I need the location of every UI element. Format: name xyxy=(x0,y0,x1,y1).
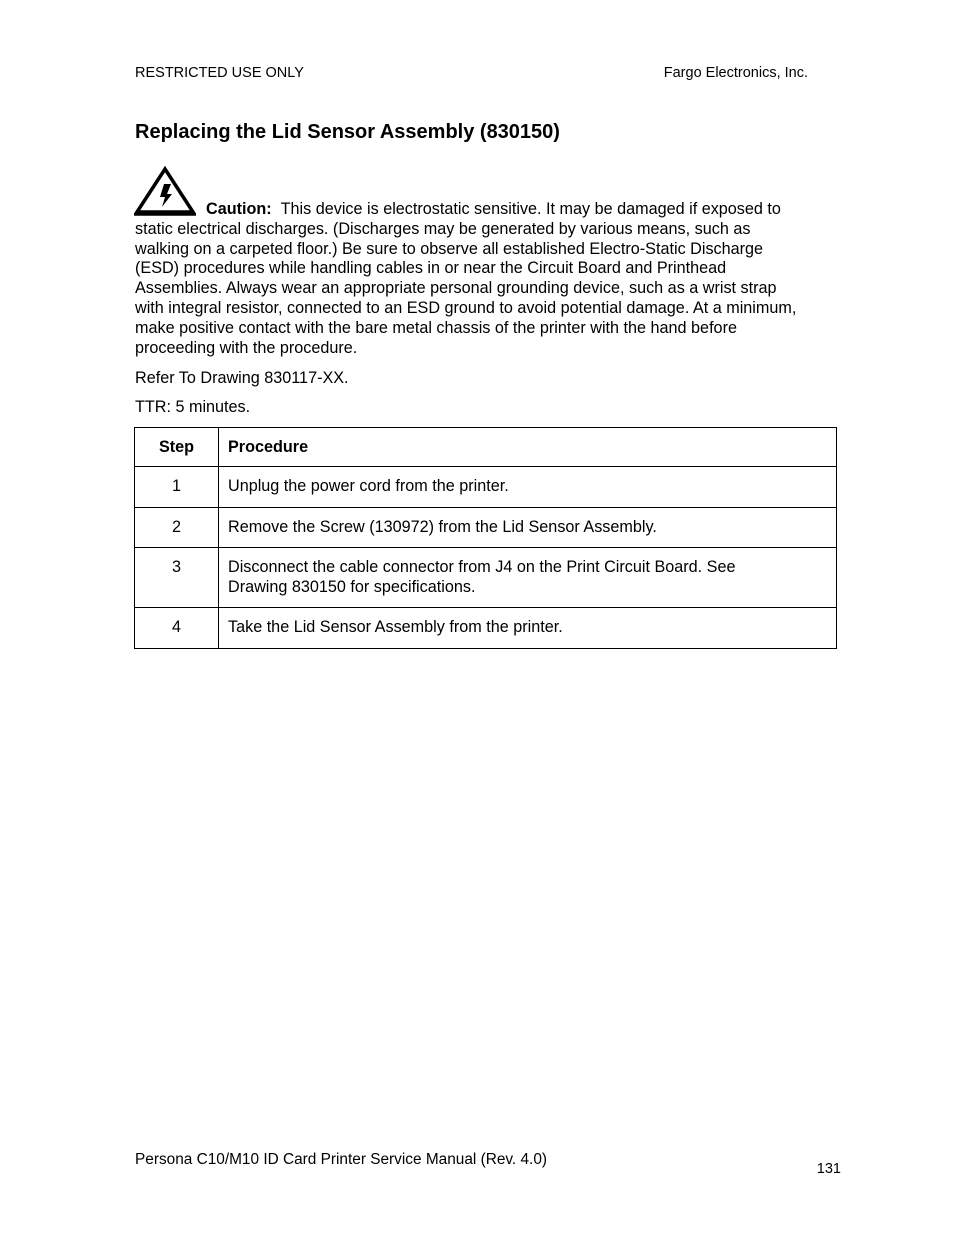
caution-line: Assemblies. Always wear an appropriate personal grounding device, such as a wrist strap xyxy=(135,279,777,298)
refer-drawing: Refer To Drawing 830117-XX. xyxy=(135,369,349,387)
table-row xyxy=(135,467,837,508)
procedure-table xyxy=(134,427,837,649)
caution-line: proceeding with the procedure. xyxy=(135,338,358,357)
table-header-row xyxy=(135,428,837,467)
time-to-repair: TTR: 5 minutes. xyxy=(135,398,251,416)
section-title: Replacing the Lid Sensor Assembly (830150) xyxy=(135,121,560,143)
procedure-line: Drawing 830150 for specifications. xyxy=(228,577,476,596)
table-row xyxy=(135,507,837,548)
caution-text: This device is electrostatic sensitive. It may be damaged if exposed to xyxy=(280,200,781,218)
caution-line: (ESD) procedures while handling cables in or near the Circuit Board and Printhead xyxy=(135,259,727,278)
procedure-text xyxy=(219,608,837,649)
table-row xyxy=(135,608,837,649)
procedure-line: Take the Lid Sensor Assembly from the printer. xyxy=(228,618,563,636)
step-number: 1 xyxy=(135,467,219,508)
step-number: 4 xyxy=(135,608,219,649)
step-column-header: Step xyxy=(135,428,219,467)
step-number: 3 xyxy=(135,548,219,608)
caution-line: static electrical discharges. (Discharges may be generated by various means, such as xyxy=(135,219,751,238)
footer-manual-title: Persona C10/M10 ID Card Printer Service Manual (Rev. 4.0) xyxy=(135,1151,548,1168)
caution-line xyxy=(135,200,840,220)
header-restricted: RESTRICTED USE ONLY xyxy=(135,65,304,81)
caution-line: with integral resistor, connected to an ESD ground to avoid potential damage. At a minimum, xyxy=(135,298,797,317)
procedure-text xyxy=(219,507,837,548)
procedure-column-header: Procedure xyxy=(219,428,837,467)
header-company: Fargo Electronics, Inc. xyxy=(663,65,808,81)
procedure-text xyxy=(219,548,837,608)
caution-line: walking on a carpeted floor.) Be sure to observe all established Electro-Static Discharge xyxy=(135,239,764,258)
procedure-line: Remove the Screw (130972) from the Lid Sensor Assembly. xyxy=(228,517,657,536)
procedure-line: Unplug the power cord from the printer. xyxy=(228,477,509,495)
page-number: 131 xyxy=(816,1161,841,1177)
step-number: 2 xyxy=(135,507,219,548)
procedure-text xyxy=(219,467,837,508)
caution-label: Caution: xyxy=(206,200,272,218)
procedure-line: Disconnect the cable connector from J4 on the Print Circuit Board. See xyxy=(228,558,736,576)
table-row xyxy=(135,548,837,608)
caution-paragraph xyxy=(135,200,840,358)
caution-line: make positive contact with the bare metal chassis of the printer with the hand before xyxy=(135,318,737,337)
